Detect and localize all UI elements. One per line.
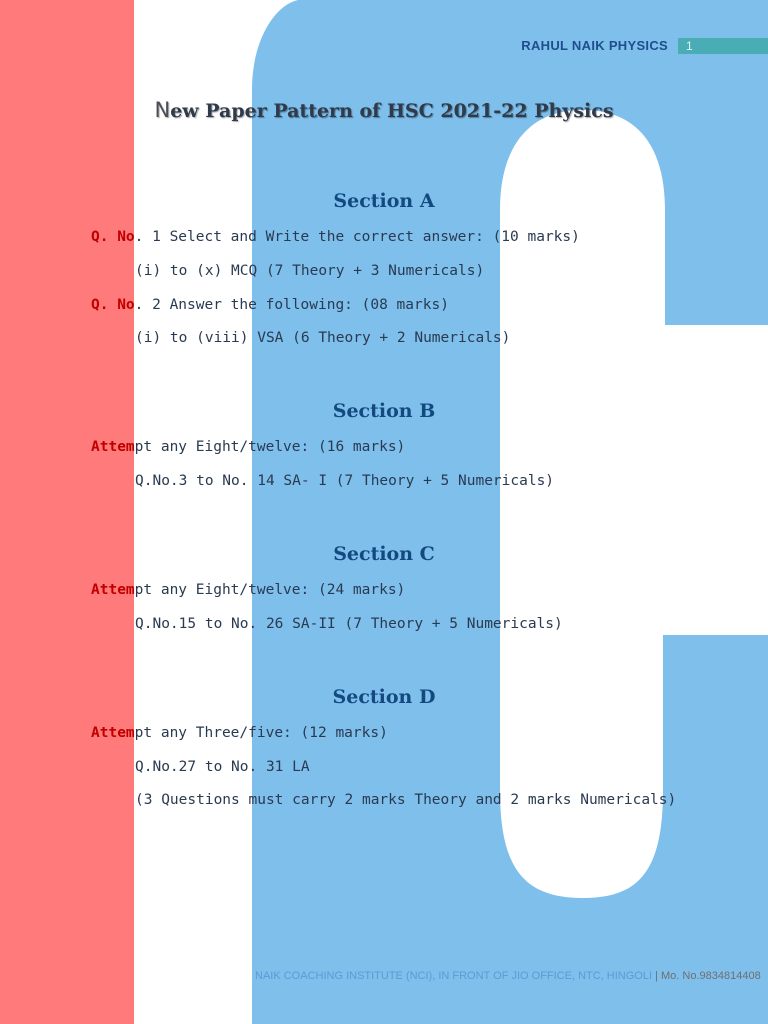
page-title — [0, 98, 768, 122]
q2-prefix: Q. No — [91, 297, 135, 313]
section-a-heading: Section A — [333, 190, 435, 212]
section-b-attempt-text: pt any Eight/twelve: (16 marks) — [134, 439, 406, 455]
title-text: ew Paper Pattern of HSC 2021-22 Physics — [170, 100, 614, 122]
section-d-attempt — [91, 725, 388, 741]
footer-institute: NAIK COACHING INSTITUTE (NCI), IN FRONT OF JIO OFFICE, NTC, HINGOLI — [255, 970, 653, 982]
section-d-note: (3 Questions must carry 2 marks Theory and 2 marks Numericals) — [135, 792, 677, 808]
section-c-attempt — [91, 582, 405, 598]
section-c-heading: Section C — [333, 543, 435, 565]
section-c-detail: Q.No.15 to No. 26 SA-II (7 Theory + 5 Numericals) — [135, 616, 563, 632]
section-d-detail: Q.No.27 to No. 31 LA — [135, 759, 310, 775]
footer-mobile: Mo. No.9834814408 — [661, 970, 761, 982]
section-d-attempt-text: pt any Three/five: (12 marks) — [134, 725, 388, 741]
section-d-heading: Section D — [332, 686, 436, 708]
section-b-attempt — [91, 439, 405, 455]
q1-prefix: Q. No — [91, 229, 135, 245]
section-a-q2-detail: (i) to (viii) VSA (6 Theory + 2 Numericals) — [135, 330, 511, 346]
title-first-letter: N — [154, 98, 171, 122]
section-d-attempt-prefix: Attem — [91, 725, 135, 741]
section-a-q2 — [91, 297, 449, 313]
section-b-detail: Q.No.3 to No. 14 SA- I (7 Theory + 5 Numericals) — [135, 473, 555, 489]
page-number: 1 — [678, 38, 768, 54]
section-a-q1-detail: (i) to (x) MCQ (7 Theory + 3 Numericals) — [135, 263, 485, 279]
footer — [255, 970, 761, 982]
q1-text: . 1 Select and Write the correct answer: (10 marks) — [134, 229, 580, 245]
header-brand: RAHUL NAIK PHYSICS — [521, 38, 668, 53]
section-b-heading: Section B — [332, 400, 436, 422]
footer-separator: | — [652, 970, 662, 982]
section-c-attempt-prefix: Attem — [91, 582, 135, 598]
q2-text: . 2 Answer the following: (08 marks) — [134, 297, 449, 313]
section-b-attempt-prefix: Attem — [91, 439, 135, 455]
section-a-q1 — [91, 229, 580, 245]
section-c-attempt-text: pt any Eight/twelve: (24 marks) — [134, 582, 406, 598]
